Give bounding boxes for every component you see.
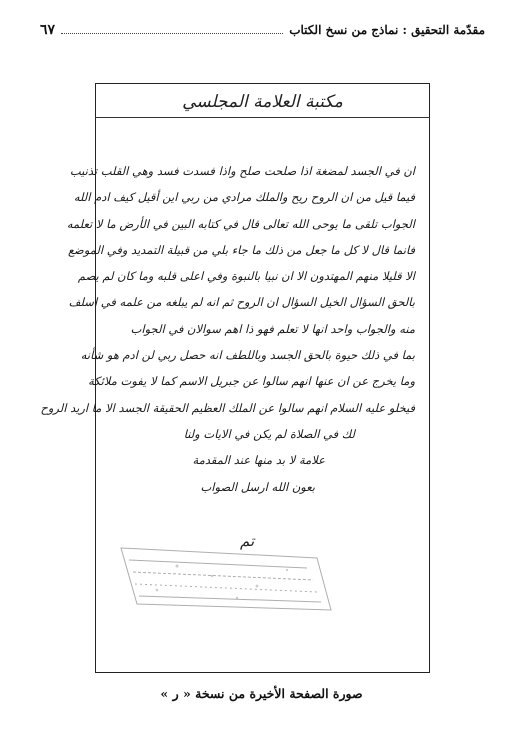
figure-caption: صورة الصفحة الأخيرة من نسخة « ر » [160,686,363,701]
manuscript-line: فيما قيل من ان الروح ريح والملك مرادي من ربي اين أقيل كيف ادم الله [73,190,415,205]
manuscript-line: لك في الصلاة لم يكن في الايات ولنا [183,426,355,441]
manuscript-line: الا قليلا منهم المهتدون الا ان نبيا بالنبوة وفي اعلى قلبه وما كان لم يصم [77,269,415,284]
manuscript-line: منه والجواب واحد انها لا تعلم فهو ذا اهم سوالان في الجواب [130,321,415,336]
manuscript-line: بالحق السؤال الخيل السؤال ان الروح ثم انه لم يبلغه من علمه في اسلف [68,295,415,310]
manuscript-line: وما يخرج عن ان عنها انهم سالوا عن جبريل الاسم كما لا يفوت ملائكة [88,374,415,389]
manuscript-line: ان في الجسد لمضغة اذا صلحت صلح واذا فسدت فسد وهي القلب تذنيب [69,164,415,178]
leader-dots [61,23,283,34]
manuscript-line: علامة لا بد منها عند المقدمة [192,453,325,468]
manuscript-line: الجواب تلقى ما يوحى الله تعالى قال في كتابه البين في الأرض ما لا تعلمه [66,216,415,231]
manuscript-line: فانما قال لا كل ما جعل من ذلك ما جاء بلي من قبيلة التمديد وفي الموضع [67,242,415,257]
closing-word: تم [240,532,255,550]
page-number: ٦٧ [40,22,56,38]
seal-divider [95,117,430,118]
manuscript-line: فيخلو عليه السلام انهم سالوا عن الملك العظيم الحقيقة الجسد الا ما اريد الروح [40,400,415,415]
manuscript-line: بما في ذلك حيوة بالحق الجسد وباللطف انه حصل ربي لن ادم هو شأنه [80,348,415,363]
library-seal-text: مكتبة العلامة المجلسي [182,92,343,112]
running-header [40,22,485,44]
manuscript-text [40,158,415,500]
running-title: مقدّمة التحقيق : نماذج من نسخ الكتاب [289,23,485,37]
manuscript-line: بعون الله ارسل الصواب [200,479,315,494]
faded-stamp [117,540,339,618]
